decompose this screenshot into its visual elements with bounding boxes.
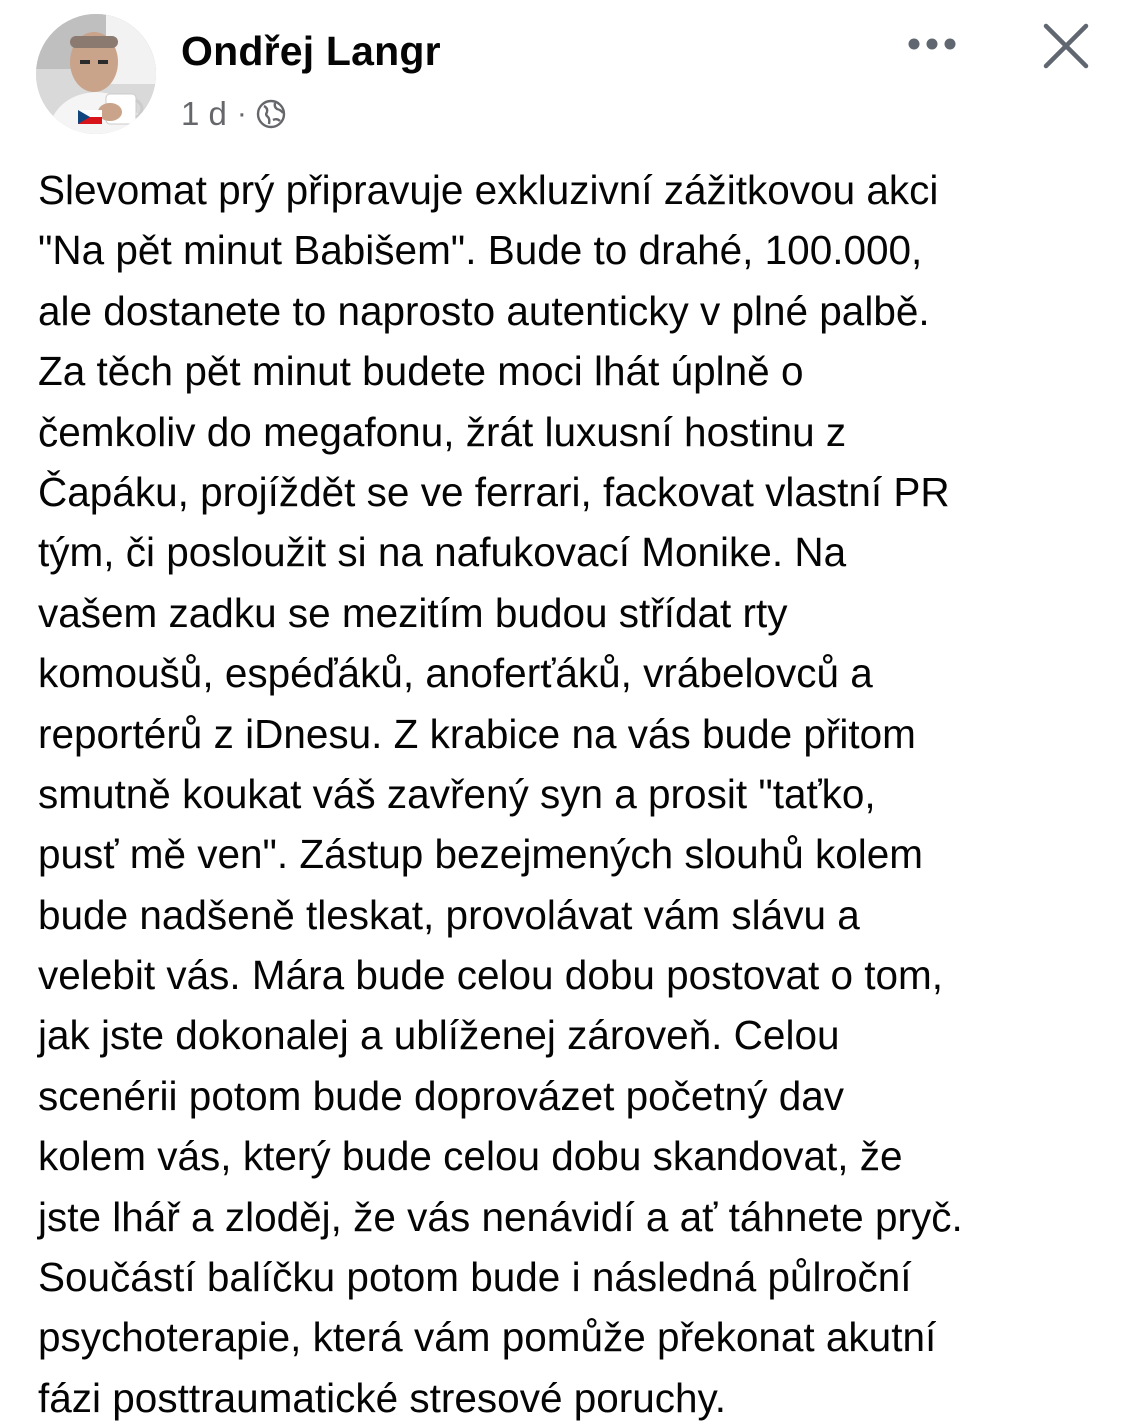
- post-line: vašem zadku se mezitím budou střídat rty: [38, 589, 788, 636]
- post-timestamp[interactable]: 1 d: [181, 95, 227, 132]
- post-line: scenérii potom bude doprovázet početný dav: [38, 1072, 845, 1119]
- post-line: jak jste dokonalej a ublíženej zároveň. Celou: [38, 1012, 840, 1059]
- post-line: psychoterapie, která vám pomůže překonat akutní: [38, 1314, 937, 1361]
- post-line: velebit vás. Mára bude celou dobu postovat o tom,: [38, 952, 944, 999]
- post-line: kolem vás, který bude celou dobu skandovat, že: [38, 1133, 903, 1180]
- author-avatar[interactable]: [36, 14, 156, 134]
- post-line: Za těch pět minut budete moci lhát úplně o: [38, 348, 804, 395]
- close-icon: [1041, 21, 1091, 71]
- author-name[interactable]: Ondřej Langr: [181, 28, 441, 74]
- post-line: "Na pět minut Babišem". Bude to drahé, 100.000,: [38, 227, 923, 274]
- post-line: Součástí balíčku potom bude i následná půlroční: [38, 1254, 912, 1301]
- close-button[interactable]: [1035, 15, 1097, 77]
- post-meta: [181, 94, 287, 134]
- post-line: fázi posttraumatické stresové poruchy.: [38, 1374, 727, 1421]
- avatar-image: [36, 14, 156, 134]
- post-line: pusť mě ven". Zástup bezejmených slouhů kolem: [38, 831, 924, 878]
- post-text: [38, 160, 1113, 1428]
- meta-separator: ·: [236, 97, 247, 130]
- post-line: tým, či posloužit si na nafukovací Monike. Na: [38, 529, 847, 576]
- post-line: jste lhář a zloděj, že vás nenávidí a ať táhnete pryč.: [38, 1193, 963, 1240]
- post-line: reportérů z iDnesu. Z krabice na vás bude přitom: [38, 710, 916, 757]
- more-options-button[interactable]: [900, 22, 964, 66]
- more-dots-icon: [904, 37, 960, 51]
- post-line: smutně koukat váš zavřený syn a prosit "taťko,: [38, 770, 876, 817]
- post-line: Slevomat prý připravuje exkluzivní zážitkovou akci: [38, 167, 939, 213]
- post-line: bude nadšeně tleskat, provolávat vám slávu a: [38, 891, 860, 938]
- globe-icon[interactable]: [255, 98, 287, 130]
- post-line: komoušů, espéďáků, anoferťáků, vrábelovců a: [38, 650, 873, 697]
- post-header: [0, 0, 1125, 150]
- post-line: Čapáku, projíždět se ve ferrari, fackovat vlastní PR: [38, 468, 950, 515]
- post-line: ale dostanete to naprosto autenticky v plné palbě.: [38, 287, 930, 334]
- post-line: čemkoliv do megafonu, žrát luxusní hostinu z: [38, 408, 847, 455]
